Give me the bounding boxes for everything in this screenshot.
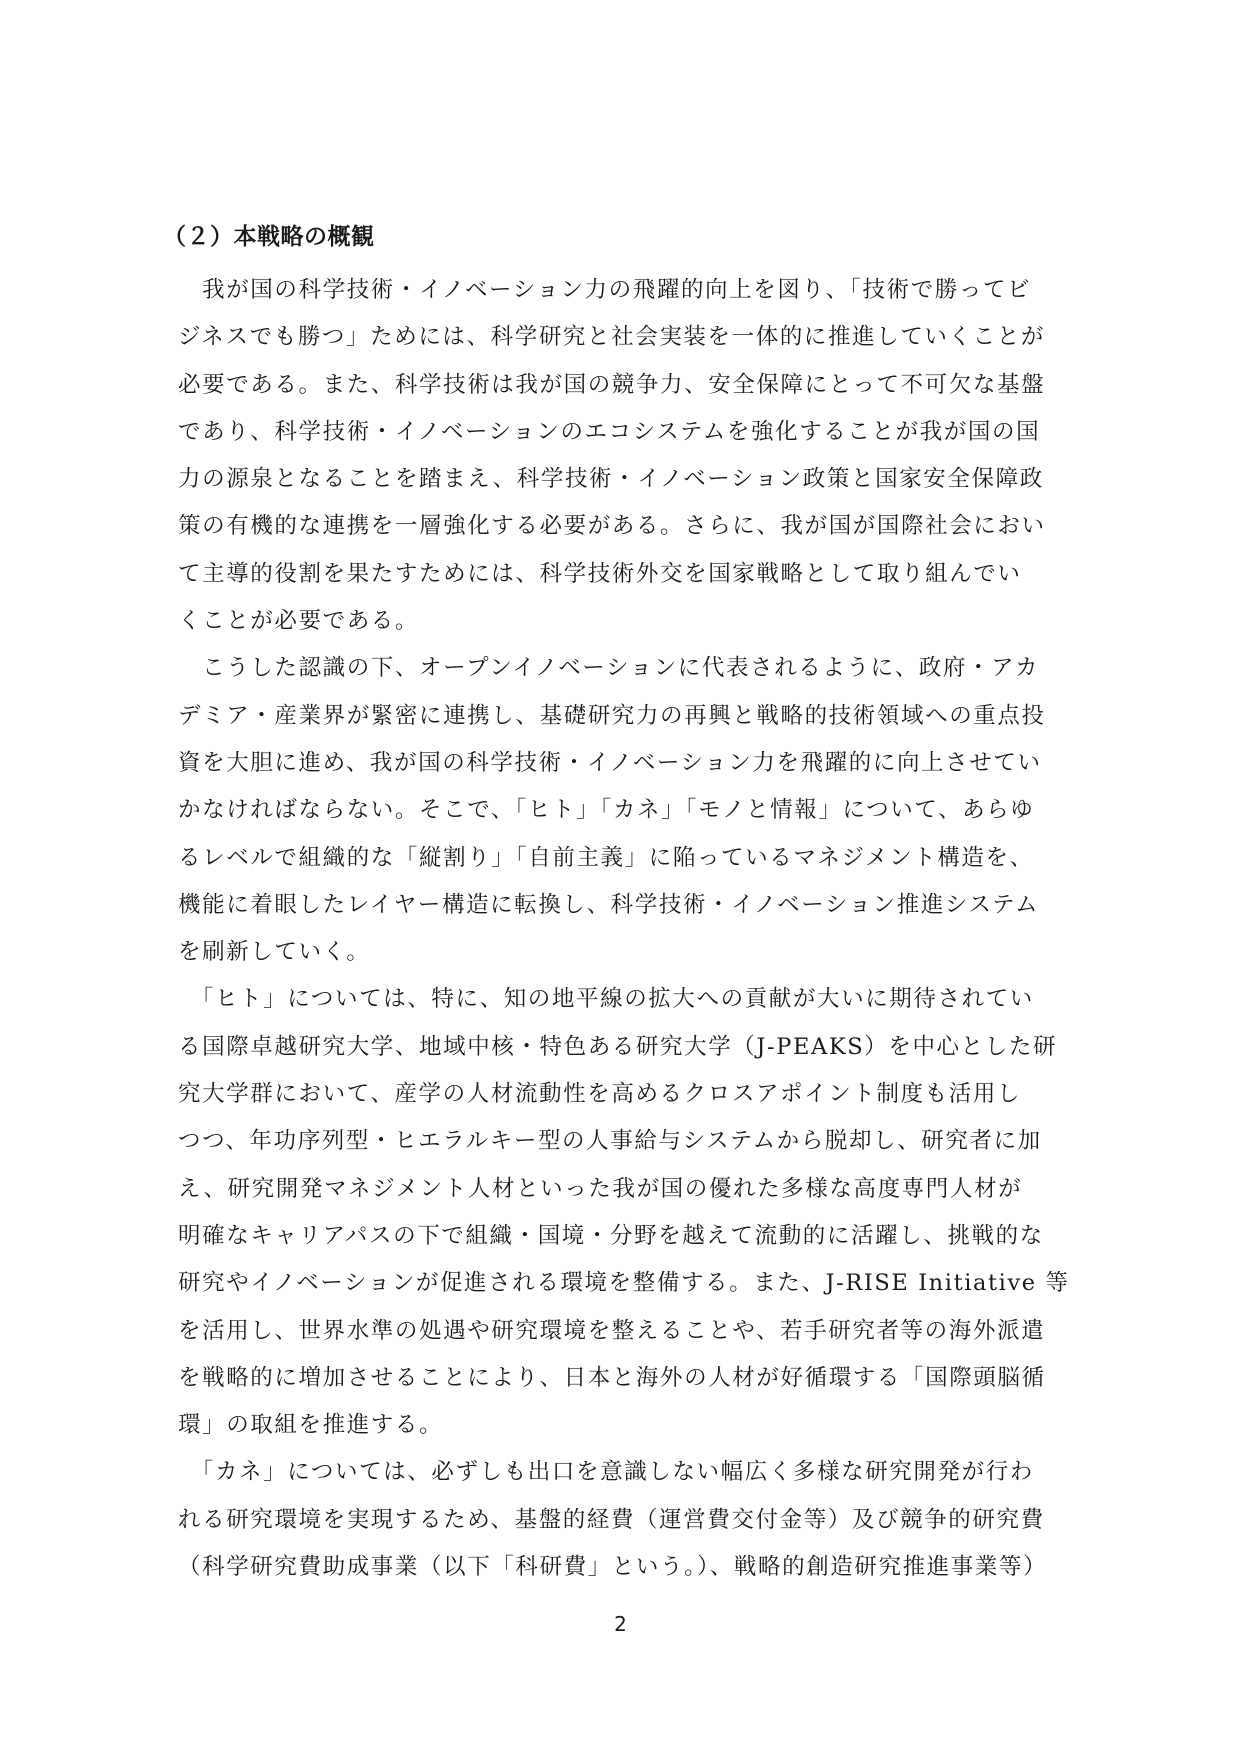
text-line: つつ、年功序列型・ヒエラルキー型の人事給与システムから脱却し、研究者に加 bbox=[178, 1128, 1042, 1155]
text-line: て主導的役割を果たすためには、科学技術外交を国家戦略として取り組んでい bbox=[178, 560, 1022, 587]
text-line: 研究やイノベーションが促進される環境を整備する。また、J-RISE Initiative 等 bbox=[178, 1270, 1070, 1297]
text-line: 必要である。また、科学技術は我が国の競争力、安全保障にとって不可欠な基盤 bbox=[178, 371, 1046, 398]
text-line: （科学研究費助成事業（以下「科研費」という。）、戦略的創造研究推進事業等） bbox=[178, 1554, 1048, 1581]
text-line: 資を大胆に進め、我が国の科学技術・イノベーション力を飛躍的に向上させてい bbox=[178, 749, 1042, 776]
text-line: え、研究開発マネジメント人材といった我が国の優れた多様な高度専門人材が bbox=[178, 1175, 1023, 1202]
text-line: デミア・産業界が緊密に連携し、基礎研究力の再興と戦略的技術領域への重点投 bbox=[178, 702, 1046, 729]
text-line: 明確なキャリアパスの下で組織・国境・分野を越えて流動的に活躍し、挑戦的な bbox=[178, 1222, 1044, 1249]
text-line: を戦略的に増加させることにより、日本と海外の人材が好循環する「国際頭脳循 bbox=[178, 1364, 1046, 1391]
text-line: を刷新していく。 bbox=[178, 939, 371, 966]
text-line: であり、科学技術・イノベーションのエコシステムを強化することが我が国の国 bbox=[178, 418, 1041, 445]
text-line: 我が国の科学技術・イノベーション力の飛躍的向上を図り、「技術で勝ってビ bbox=[178, 277, 1032, 303]
body-text bbox=[178, 270, 1070, 1594]
text-line: ジネスでも勝つ」ためには、科学研究と社会実装を一体的に推進していくことが bbox=[178, 324, 1045, 351]
paragraph-4 bbox=[178, 1452, 1058, 1594]
text-line: 究大学群において、産学の人材流動性を高めるクロスアポイント制度も活用し bbox=[178, 1081, 1022, 1108]
text-line: を活用し、世界水準の処遇や研究環境を整えることや、若手研究者等の海外派遣 bbox=[178, 1317, 1046, 1344]
text-line: 機能に着眼したレイヤー構造に転換し、科学技術・イノベーション推進システム bbox=[178, 891, 1040, 918]
page-number: 2 bbox=[614, 1612, 627, 1636]
text-line: くことが必要である。 bbox=[178, 608, 420, 635]
paragraph-2 bbox=[178, 648, 1058, 979]
text-line: 力の源泉となることを踏まえ、科学技術・イノベーション政策と国家安全保障政 bbox=[178, 466, 1044, 493]
text-line: 環」の取組を推進する。 bbox=[178, 1412, 444, 1439]
text-line: こうした認識の下、オープンイノベーションに代表されるように、政府・アカ bbox=[178, 655, 1040, 682]
text-line: るレベルで組織的な「縦割り」「自前主義」に陥っているマネジメント構造を、 bbox=[178, 844, 1034, 871]
paragraph-1 bbox=[178, 270, 1058, 648]
text-line: 策の有機的な連携を一層強化する必要がある。さらに、我が国が国際社会におい bbox=[178, 513, 1046, 540]
text-line: 「ヒト」については、特に、知の地平線の拡大への貢献が大いに期待されてい bbox=[178, 986, 1034, 1013]
text-line: かなければならない。そこで、「ヒト」「カネ」「モノと情報」について、あらゆ bbox=[178, 797, 1035, 824]
paragraph-3 bbox=[178, 979, 1070, 1452]
section-heading: （２）本戦略の概観 bbox=[163, 224, 375, 250]
text-line: 「カネ」については、必ずしも出口を意識しない幅広く多様な研究開発が行わ bbox=[178, 1459, 1034, 1486]
text-line: れる研究環境を実現するため、基盤的経費（運営費交付金等）及び競争的研究費 bbox=[178, 1506, 1045, 1533]
text-line: る国際卓越研究大学、地域中核・特色ある研究大学（J-PEAKS）を中心とした研 bbox=[178, 1033, 1058, 1060]
